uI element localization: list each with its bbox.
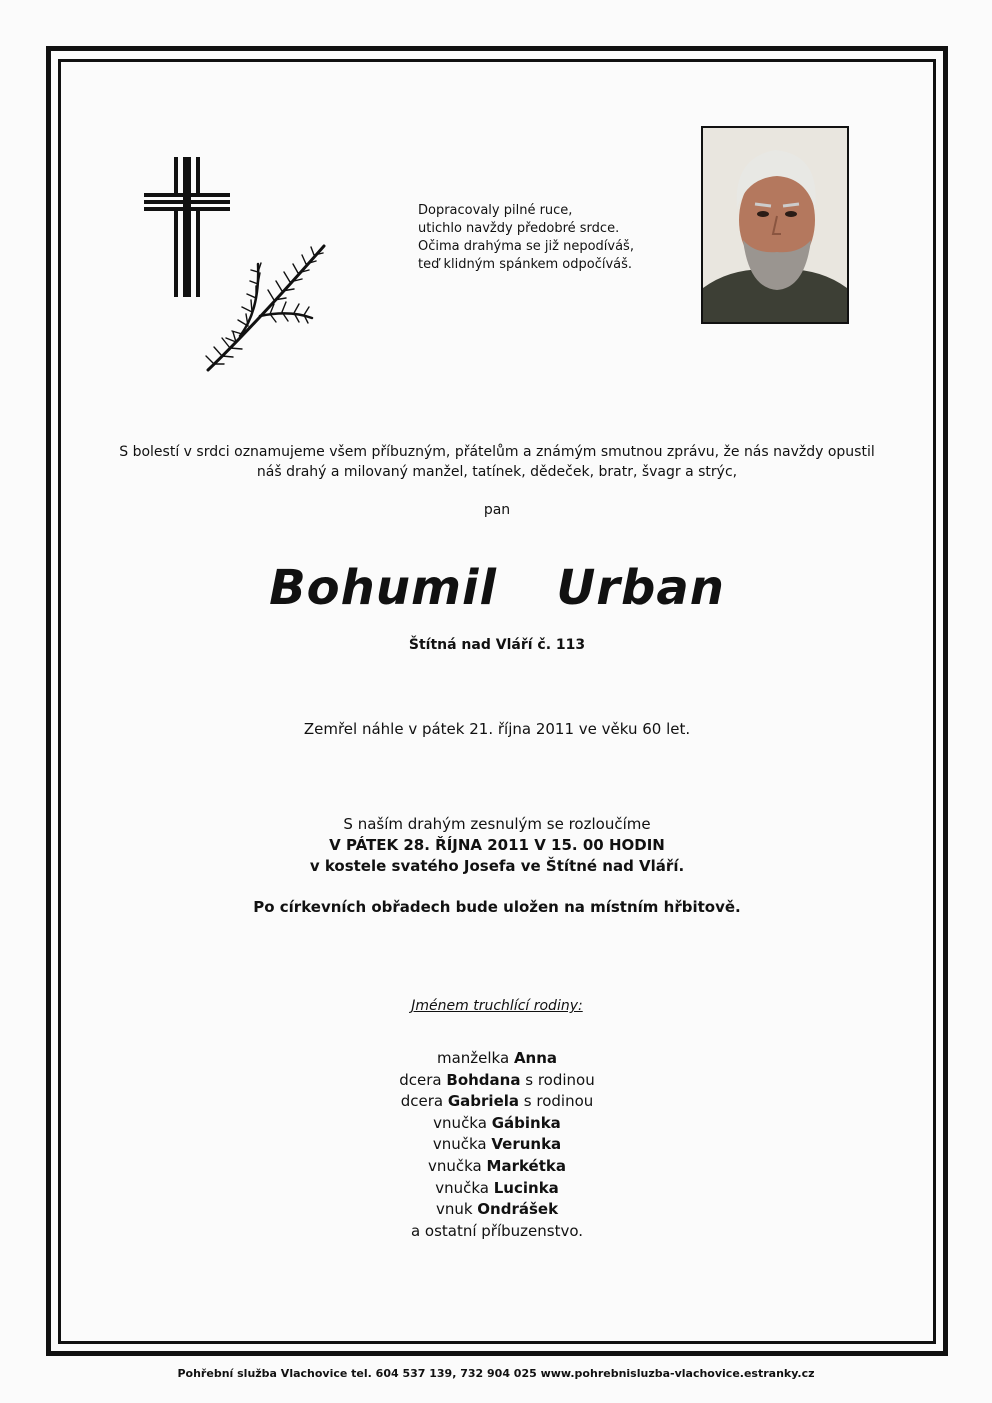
announcement-line: náš drahý a milovaný manžel, tatínek, dědeček, bratr, švagr a strýc, [256, 464, 738, 480]
deceased-address: Štítná nad Vláří č. 113 [408, 637, 586, 653]
list-item: vnučka Markétka [427, 1156, 566, 1175]
deceased-name: Bohumil Urban [269, 560, 725, 616]
poem-line: Očima drahýma se již nepodíváš, [418, 239, 634, 254]
family-heading: Jménem truchlící rodiny: [411, 998, 583, 1014]
memorial-poem [418, 202, 658, 274]
list-item: vnučka Lucinka [435, 1178, 559, 1197]
list-item: dcera Gabriela s rodinou [400, 1092, 594, 1111]
list-item: vnučka Gábinka [433, 1113, 561, 1132]
farewell-date: V PÁTEK 28. ŘÍJNA 2011 V 15. 00 HODIN [329, 836, 665, 854]
farewell-line: S naším drahým zesnulým se rozloučíme [343, 815, 651, 833]
poem-line: Dopracovaly pilné ruce, [418, 203, 573, 218]
death-notice: Zemřel náhle v pátek 21. října 2011 ve věku 60 let. [303, 720, 691, 738]
announcement [60, 442, 934, 482]
title-pan: pan [483, 502, 511, 518]
announcement-line: S bolestí v srdci oznamujeme všem příbuzným, přátelům a známým smutnou zprávu, že nás navždy opustil [119, 444, 875, 460]
poem-line: teď klidným spánkem odpočíváš. [418, 257, 633, 272]
farewell-details [60, 814, 934, 877]
spruce-branch-icon [200, 240, 328, 374]
family-list [60, 1048, 934, 1242]
portrait-illustration [703, 128, 847, 322]
list-item: dcera Bohdana s rodinou [399, 1070, 595, 1089]
portrait-photo [701, 126, 849, 324]
family-closing: a ostatní příbuzenstvo. [410, 1221, 584, 1240]
funeral-service-footer: Pohřební služba Vlachovice tel. 604 537 139, 732 904 025 www.pohrebnisluzba-vlachovice.estranky.cz [177, 1367, 815, 1380]
list-item: vnučka Verunka [432, 1135, 562, 1154]
farewell-place: v kostele svatého Josefa ve Štítné nad Vláří. [309, 857, 685, 875]
burial-notice: Po církevních obřadech bude uložen na místním hřbitově. [253, 898, 741, 916]
list-item: manželka Anna [436, 1049, 558, 1067]
poem-line: utichlo navždy předobré srdce. [418, 221, 620, 236]
list-item: vnuk Ondrášek [435, 1200, 559, 1219]
